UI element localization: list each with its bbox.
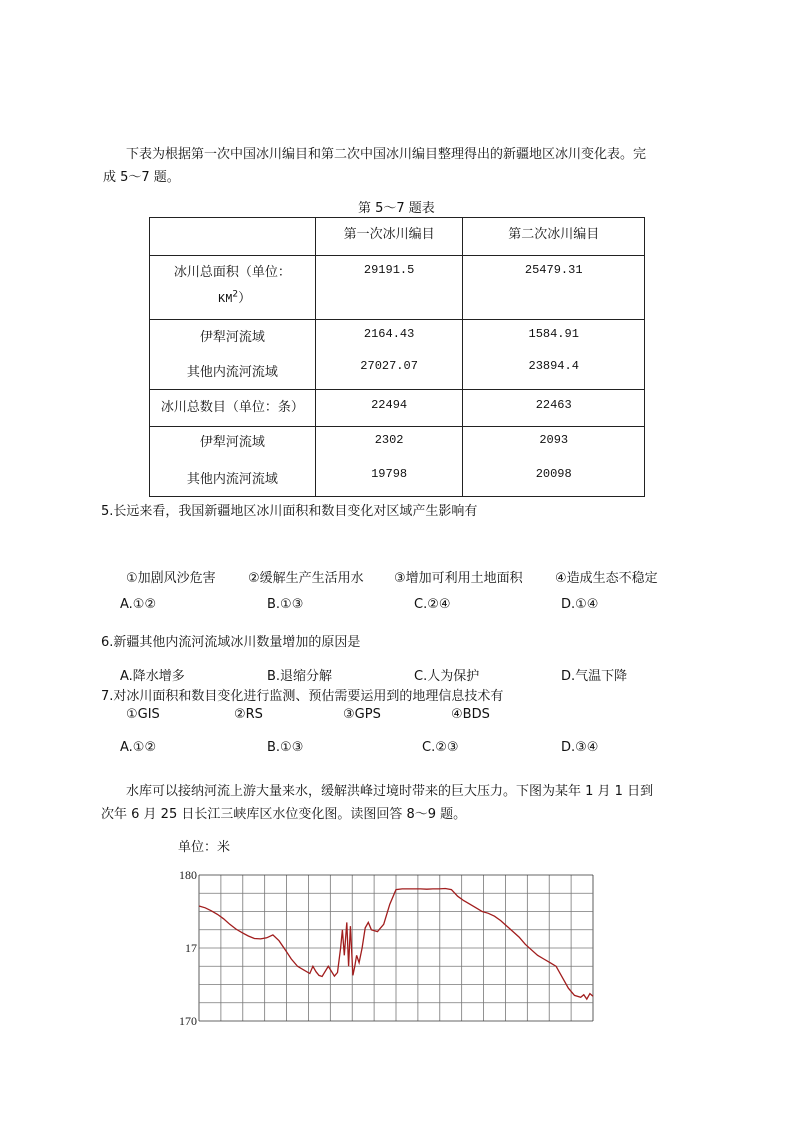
water-level-chart	[0, 860, 793, 1060]
table-header-first: 第一次冰川编目	[315, 218, 463, 256]
q5-item-2: ②缓解生产生活用水	[248, 571, 364, 586]
q7-option-b[interactable]: B.①③	[267, 740, 304, 755]
q5-option-d[interactable]: D.①④	[561, 597, 599, 612]
area-sub-second: 1584.91 23894.4	[463, 320, 645, 390]
chart-y-ticks	[179, 868, 197, 1028]
q7-option-c[interactable]: C.②③	[422, 740, 459, 755]
y-tick-label: 17	[185, 941, 197, 955]
q5-stem: 5.长远来看，我国新疆地区冰川面积和数目变化对区域产生影响有	[101, 504, 478, 519]
area-label-cell	[150, 256, 316, 320]
q5-item-3: ③增加可利用土地面积	[394, 571, 523, 586]
count-sub-second: 2093 20098	[463, 427, 645, 497]
count-sub-labels	[150, 427, 316, 497]
q5-option-a[interactable]: A.①②	[120, 597, 157, 612]
count-sub-label-other: 其他内流河流域	[186, 472, 278, 487]
chart-ylabel: 单位：米	[178, 840, 231, 855]
count-sub-label-yili: 伊犁河流域	[199, 435, 265, 450]
intro-5-7-line1: 下表为根据第一次中国冰川编目和第二次中国冰川编目整理得出的新疆地区冰川变化表。完	[126, 147, 647, 162]
count-sub-first: 2302 19798	[315, 427, 463, 497]
count-total-first: 22494	[315, 390, 463, 427]
q7-item-4: ④BDS	[451, 707, 490, 722]
intro-8-9-line1: 水库可以接纳河流上游大量来水，缓解洪峰过境时带来的巨大压力。下图为某年 1 月 1 日到	[126, 784, 654, 799]
count-total-second: 22463	[463, 390, 645, 427]
q6-option-a[interactable]: A.降水增多	[120, 669, 185, 684]
q5-item-4: ④造成生态不稳定	[555, 571, 658, 586]
area-sub-labels	[150, 320, 316, 390]
area-sub-label-yili: 伊犁河流域	[199, 330, 265, 345]
glacier-table	[149, 217, 645, 497]
count-label-cell: 冰川总数目（单位：条）	[150, 390, 316, 427]
intro-8-9-line2: 次年 6 月 25 日长江三峡库区水位变化图。读图回答 8～9 题。	[101, 807, 467, 822]
q5-option-b[interactable]: B.①③	[267, 597, 304, 612]
table-caption: 第 5～7 题表	[358, 201, 435, 216]
q6-option-d[interactable]: D.气温下降	[561, 669, 628, 684]
q6-option-c[interactable]: C.人为保护	[414, 669, 480, 684]
q7-stem: 7.对冰川面积和数目变化进行监测、预估需要运用到的地理信息技术有	[101, 689, 504, 704]
q7-option-a[interactable]: A.①②	[120, 740, 157, 755]
area-sub-first: 2164.43 27027.07	[315, 320, 463, 390]
q7-item-2: ②RS	[234, 707, 263, 722]
q5-option-c[interactable]: C.②④	[414, 597, 451, 612]
y-tick-label: 180	[179, 868, 197, 882]
q6-option-b[interactable]: B.退缩分解	[267, 669, 333, 684]
area-sub-label-other: 其他内流河流域	[186, 365, 278, 380]
table-header-empty	[150, 218, 316, 256]
q7-option-d[interactable]: D.③④	[561, 740, 599, 755]
q5-item-1: ①加剧风沙危害	[126, 571, 216, 586]
intro-5-7-line2: 成 5～7 题。	[103, 170, 180, 185]
area-total-first: 29191.5	[315, 256, 463, 320]
table-header-second: 第二次冰川编目	[463, 218, 645, 256]
area-label-unit: $KM^2$）	[218, 289, 252, 306]
q6-stem: 6.新疆其他内流河流域冰川数量增加的原因是	[101, 635, 361, 650]
y-tick-label: 170	[179, 1014, 197, 1028]
area-total-second: 25479.31	[463, 256, 645, 320]
area-label-a: 冰川总面积（单位：	[173, 265, 291, 280]
chart-grid	[199, 875, 593, 1021]
q7-item-1: ①GIS	[126, 707, 160, 722]
q7-item-3: ③GPS	[343, 707, 381, 722]
